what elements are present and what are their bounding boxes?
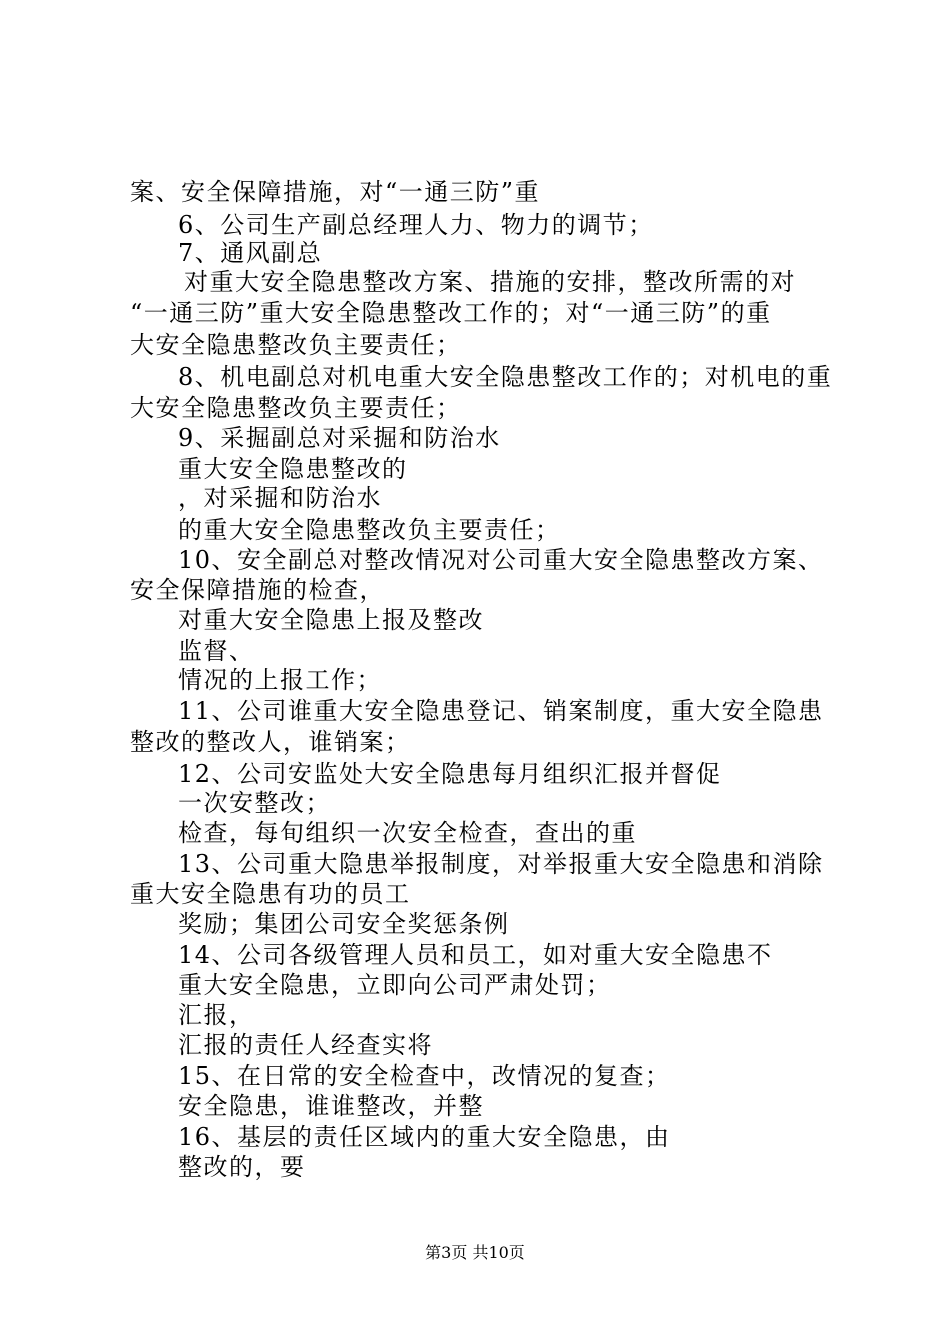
body-line: 案、安全保障措施，对“一通三防”重 — [130, 178, 541, 206]
body-line: 16、基层的责任区域内的重大安全隐患，由 — [178, 1123, 671, 1151]
body-line: 整改的，要 — [178, 1153, 306, 1181]
body-line: 11、公司谁重大安全隐患登记、销案制度，重大安全隐患 — [178, 697, 824, 725]
body-line: 6、公司生产副总经理人力、物力的调节； — [178, 211, 654, 239]
body-line: 对重大安全隐患上报及整改 — [178, 606, 484, 634]
body-line: “一通三防”重大安全隐患整改工作的；对“一通三防”的重 — [130, 299, 772, 327]
body-line: 重大安全隐患整改的 — [178, 455, 408, 483]
body-line: 监督、 — [178, 637, 255, 665]
body-line: 一次安整改； — [178, 789, 331, 817]
body-line: 汇报， — [178, 1001, 255, 1029]
body-line: 汇报的责任人经查实将 — [178, 1031, 433, 1059]
body-line: ，对采掘和防治水 — [178, 484, 382, 512]
body-line: 安全保障措施的检查， — [130, 576, 385, 604]
body-line: 10、安全副总对整改情况对公司重大安全隐患整改方案、 — [178, 546, 824, 574]
body-line: 大安全隐患整改负主要责任； — [130, 331, 462, 359]
body-line: 整改的整改人，谁销案； — [130, 728, 411, 756]
body-line: 情况的上报工作； — [178, 666, 382, 694]
body-line: 14、公司各级管理人员和员工，如对重大安全隐患不 — [178, 941, 773, 969]
body-line: 7、通风副总 — [178, 239, 323, 267]
body-line: 9、采掘副总对采掘和防治水 — [178, 424, 501, 452]
body-line: 安全隐患，谁谁整改，并整 — [178, 1092, 484, 1120]
body-line: 重大安全隐患，立即向公司严肃处罚； — [178, 971, 612, 999]
body-line: 的重大安全隐患整改负主要责任； — [178, 516, 561, 544]
body-line: 重大安全隐患有功的员工 — [130, 880, 411, 908]
body-line: 12、公司安监处大安全隐患每月组织汇报并督促 — [178, 760, 722, 788]
body-line: 13、公司重大隐患举报制度，对举报重大安全隐患和消除 — [178, 850, 824, 878]
body-line: 大安全隐患整改负主要责任； — [130, 394, 462, 422]
body-line: 15、在日常的安全检查中，改情况的复查； — [178, 1062, 671, 1090]
body-line: 奖励；集团公司安全奖惩条例 — [178, 910, 510, 938]
body-line: 对重大安全隐患整改方案、措施的安排，整改所需的对 — [184, 268, 796, 296]
body-line: 检查，每旬组织一次安全检查，查出的重 — [178, 819, 637, 847]
body-line: 8、机电副总对机电重大安全隐患整改工作的；对机电的重 — [178, 363, 833, 391]
page-number-footer: 第3页 共10页 — [425, 1243, 525, 1262]
